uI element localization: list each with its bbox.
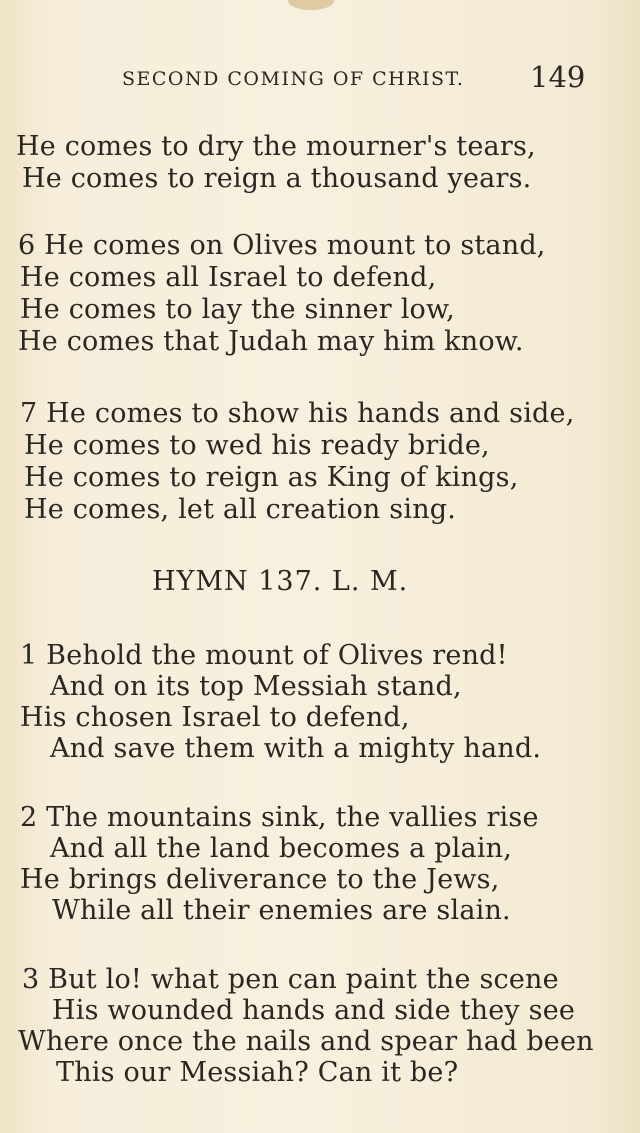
verse-line: While all their enemies are slain.	[52, 895, 511, 926]
verse-line: He comes that Judah may him know.	[18, 326, 524, 357]
hymn-title: HYMN 137. L. M.	[152, 566, 409, 597]
verse-line: 3 But lo! what pen can paint the scene	[22, 964, 559, 995]
verse-line: 7 He comes to show his hands and side,	[20, 398, 575, 429]
verse-line: He comes to reign as King of kings,	[24, 462, 519, 493]
verse-line: He comes, let all creation sing.	[24, 494, 457, 525]
verse-line: He comes to wed his ready bride,	[24, 430, 490, 461]
verse-line: He comes to lay the sinner low,	[20, 294, 455, 325]
running-head: SECOND COMING OF CHRIST.	[122, 68, 465, 90]
verse-line: 2 The mountains sink, the vallies rise	[20, 802, 539, 833]
verse-line: And save them with a mighty hand.	[50, 733, 542, 764]
verse-line: And on its top Messiah stand,	[50, 671, 462, 702]
verse-line: 1 Behold the mount of Olives rend!	[20, 640, 508, 671]
verse-line: He brings deliverance to the Jews,	[20, 864, 500, 895]
ink-blot	[288, 0, 334, 10]
verse-line: He comes all Israel to defend,	[20, 262, 437, 293]
page-number: 149	[530, 60, 586, 94]
verse-line: This our Messiah? Can it be?	[56, 1057, 459, 1088]
verse-line: He comes to reign a thousand years.	[22, 163, 532, 194]
verse-line: Where once the nails and spear had been	[18, 1026, 594, 1057]
page-header	[0, 60, 640, 96]
verse-line: His wounded hands and side they see	[52, 995, 576, 1026]
verse-line: He comes to dry the mourner's tears,	[16, 131, 536, 162]
verse-line: 6 He comes on Olives mount to stand,	[18, 230, 546, 261]
verse-line: And all the land becomes a plain,	[50, 833, 513, 864]
verse-line: His chosen Israel to defend,	[20, 702, 410, 733]
